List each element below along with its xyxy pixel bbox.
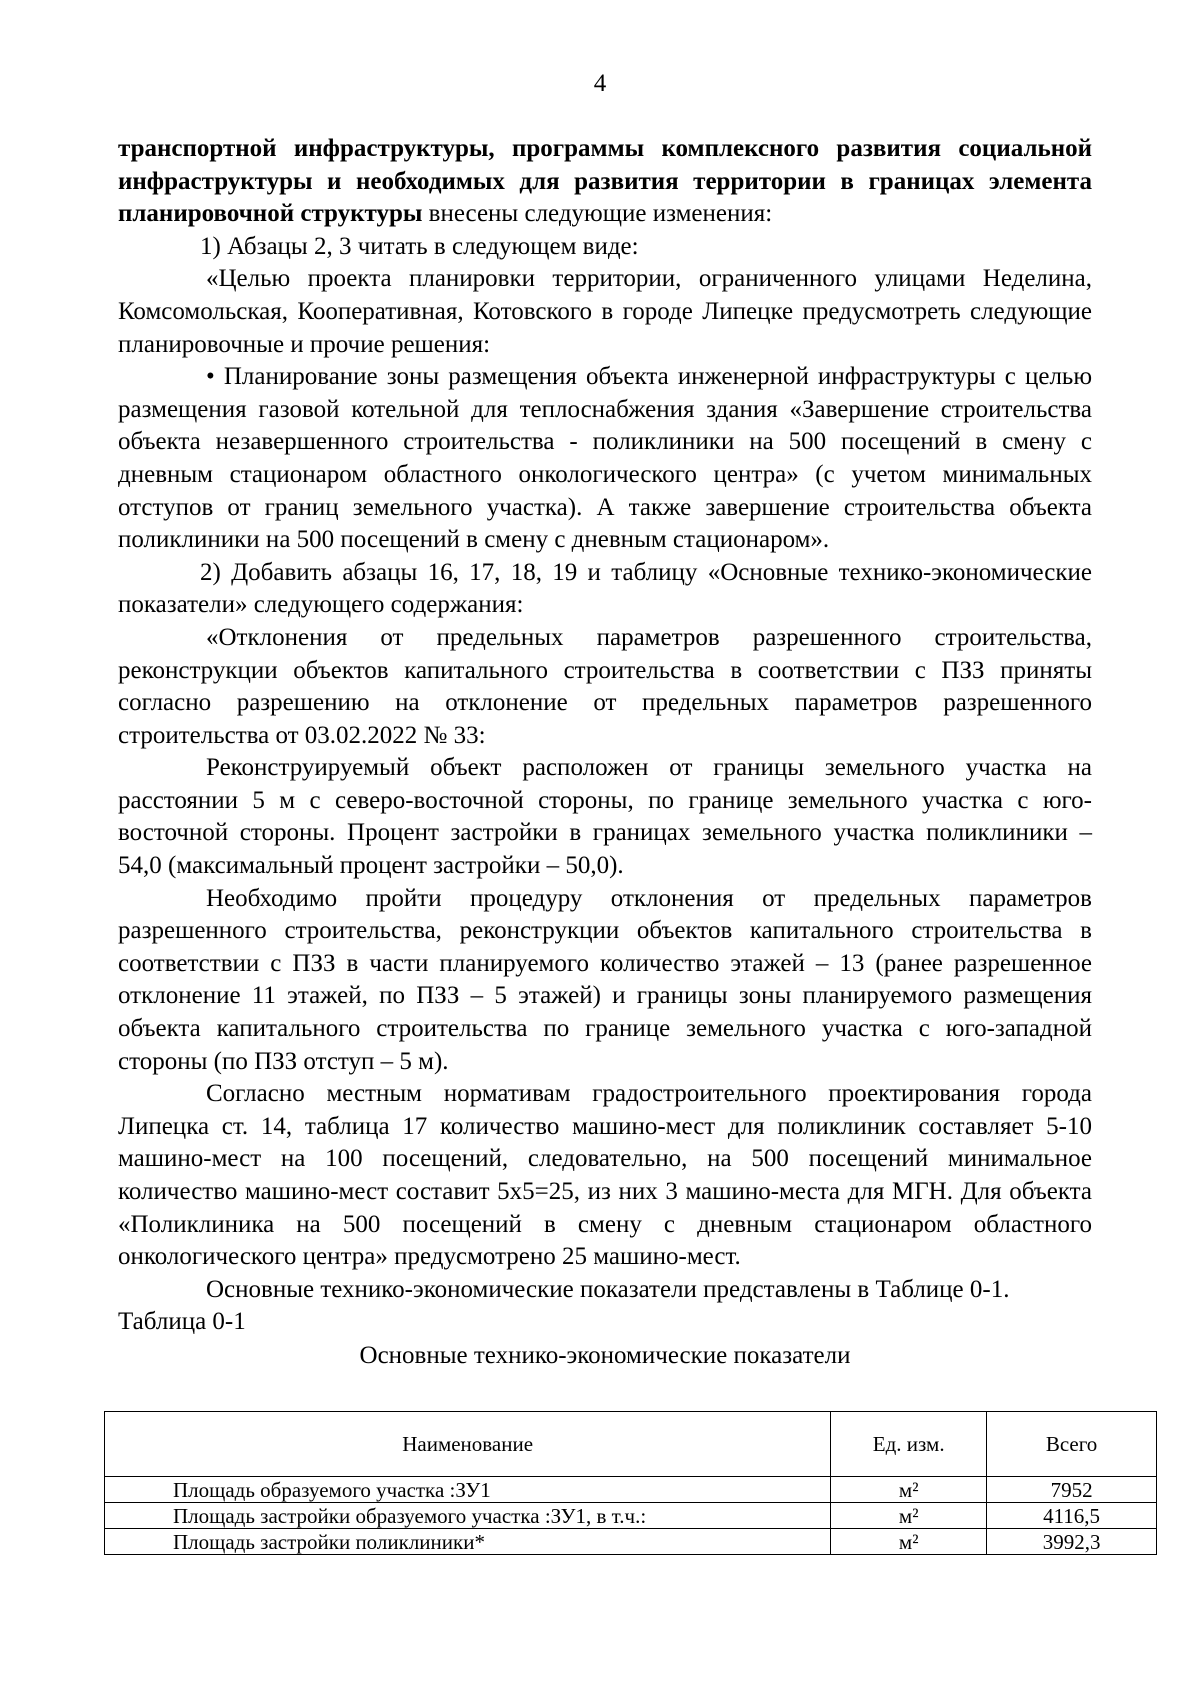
paragraph-reconstructed-object: Реконструируемый объект расположен от границы земельного участка на расстоянии 5 м с северо-восточной стороны, по границе земельного участка с юго-восточной стороны. Процент застройки в границах земельного участка поликлиники – 54,0 (максимальный процент застройки – 50,0). [118,754,1092,880]
table-row [105,1529,1157,1555]
table-row [105,1503,1157,1529]
paragraph-parking: Согласно местным нормативам градостроительного проектирования города Липецка ст. 14, таблица 17 количество машино-мест для поликлиник составляет 5-10 машино-мест на 100 посещений, следовательно, на 500 посещений минимальное количество машино-мест составит 5x5=25, из них 3 машино-места для МГН. Для объекта «Поликлиника на 500 посещений в смену с дневным стационаром областного онкологического центра» предусмотрено 25 машино-мест. [118,1080,1092,1271]
cell-name: Площадь образуемого участка :ЗУ1 [105,1477,831,1503]
intro-normal-text: внесены следующие изменения: [422,200,773,228]
cell-total: 4116,5 [987,1503,1157,1529]
cell-name: Площадь застройки поликлиники* [105,1529,831,1555]
indicators-table [104,1411,1157,1555]
table-row [105,1477,1157,1503]
cell-total: 3992,3 [987,1529,1157,1555]
paragraph-item-2: 2) Добавить абзацы 16, 17, 18, 19 и таблицу «Основные технико-экономические показатели» следующего содержания: [118,558,1092,619]
paragraph-bullet-planning: • Планирование зоны размещения объекта инженерной инфраструктуры с целью размещения газовой котельной для теплоснабжения здания «Завершение строительства объекта незавершенного строительства - поликлиники на 500 посещений в смену с дневным стационаром областного онкологического центра» (с учетом минимальных отступов от границ земельного участка). А также завершение строительства объекта поликлиники на 500 посещений в смену с дневным стационаром». [118,363,1092,554]
header-total: Всего [987,1412,1157,1477]
cell-unit: м² [831,1503,987,1529]
cell-unit: м² [831,1529,987,1555]
header-name: Наименование [105,1412,831,1477]
table-title: Основные технико-экономические показатели [359,1341,851,1369]
header-unit: Ед. изм. [831,1412,987,1477]
paragraph-item-1: 1) Абзацы 2, 3 читать в следующем виде: [200,232,639,260]
cell-total: 7952 [987,1477,1157,1503]
paragraph-procedure: Необходимо пройти процедуру отклонения от предельных параметров разрешенного строительства, реконструкции объектов капитального строительства в соответствии с ПЗЗ в части планируемого количество этажей – 13 (ранее разрешенное отклонение 11 этажей, по ПЗЗ – 5 этажей) и границы зоны планируемого размещения объекта капитального строительства по границе земельного участка с юго-западной стороны (по ПЗЗ отступ – 5 м). [118,884,1092,1075]
intro-bold-text: транспортной инфраструктуры, программы комплексного развития социальной инфраструктуры и необходимых для развития территории в границах элемента планировочной структуры [118,135,1092,228]
document-body [118,133,1092,1373]
paragraph-table-reference: Основные технико-экономические показатели представлены в Таблице 0-1. [206,1275,1010,1303]
cell-name: Площадь застройки образуемого участка :ЗУ1, в т.ч.: [105,1503,831,1529]
intro-paragraph [118,133,1092,231]
table-header-row [105,1412,1157,1477]
table-number: Таблица 0-1 [118,1308,246,1336]
paragraph-goal: «Целью проекта планировки территории, ограниченного улицами Неделина, Комсомольская, Кооперативная, Котовского в городе Липецке предусмотреть следующие планировочные и прочие решения: [118,265,1092,358]
page-number: 4 [593,70,607,97]
paragraph-deviations: «Отклонения от предельных параметров разрешенного строительства, реконструкции объектов капитального строительства в соответствии с ПЗЗ приняты согласно разрешению на отклонение от предельных параметров разрешенного строительства от 03.02.2022 № 33: [118,623,1092,749]
cell-unit: м² [831,1477,987,1503]
